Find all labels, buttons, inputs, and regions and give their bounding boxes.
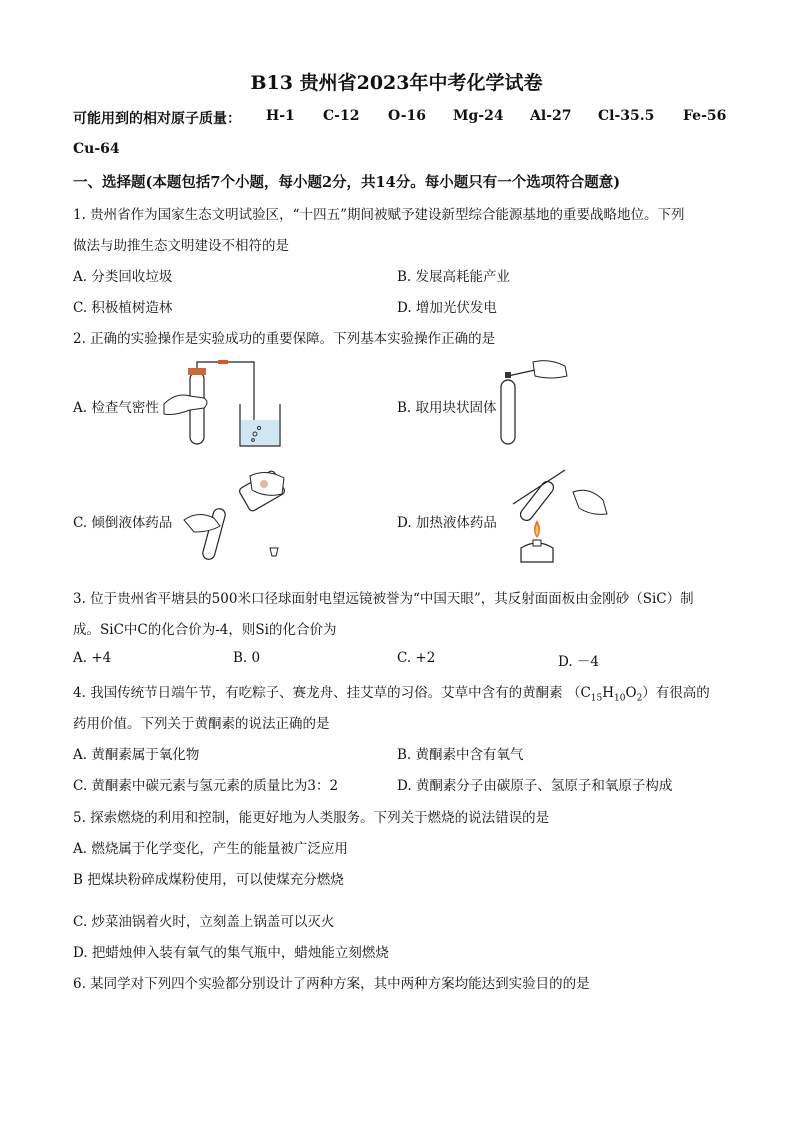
q4-stem-line2: 药用价值。下列关于黄酮素的说法正确的是 [73, 716, 330, 732]
q3-option-d[interactable]: D. －4 [558, 654, 600, 670]
section-heading: 一、选择题(本题包括7个小题，每小题2分，共14分。每小题只有一个选项符合题意) [73, 174, 621, 191]
q4-option-d[interactable]: D. 黄酮素分子由碳原子、氢原子和氧原子构成 [397, 778, 673, 794]
q2-option-d[interactable]: D. 加热液体药品 [397, 515, 497, 531]
q4-stem-line1: 4. 我国传统节日端午节，有吃粽子、赛龙舟、挂艾草的习俗。艾草中含有的黄酮素 $(C_{15}H_{10}O_2)$有很高的 [73, 685, 710, 704]
q3-option-c[interactable]: C. +2 [397, 650, 436, 666]
q5-option-d[interactable]: D. 把蜡烛伸入装有氧气的集气瓶中，蜡烛能立刻燃烧 [73, 945, 389, 961]
solid-sampling-figure [495, 358, 575, 448]
q4-option-a[interactable]: A. 黄酮素属于氧化物 [73, 747, 200, 763]
q3-stem-line2: 成。SiC中C的化合价为-4，则Si的化合价为 [73, 622, 337, 638]
q5-option-b[interactable]: B 把煤块粉碎成煤粉使用，可以使煤充分燃烧 [73, 872, 344, 888]
mass-item: Al-27 [530, 108, 572, 124]
mass-item: Cu-64 [73, 141, 120, 157]
q6-stem: 6. 某同学对下列四个实验都分别设计了两种方案，其中两种方案均能达到实验目的的是 [73, 976, 590, 992]
q5-option-a[interactable]: A. 燃烧属于化学变化，产生的能量被广泛应用 [73, 841, 348, 857]
q2-stem: 2. 正确的实验操作是实验成功的重要保障。下列基本实验操作正确的是 [73, 331, 496, 347]
q1-option-d[interactable]: D. 增加光伏发电 [397, 300, 497, 316]
mass-item: Mg-24 [453, 108, 504, 124]
heat-liquid-figure [497, 464, 615, 568]
pour-liquid-figure [180, 470, 305, 562]
airtight-check-figure [160, 358, 290, 450]
q4-option-c[interactable]: C. 黄酮素中碳元素与氢元素的质量比为3：2 [73, 778, 339, 794]
q3-option-a[interactable]: A. +4 [73, 650, 112, 666]
q3-stem-line1: 3. 位于贵州省平塘县的500米口径球面射电望远镜被誉为“中国天眼”，其反射面面板由金刚砂（SiC）制 [73, 591, 694, 607]
q4-option-b[interactable]: B. 黄酮素中含有氧气 [397, 747, 524, 763]
q1-stem-line2: 做法与助推生态文明建设不相符的是 [73, 238, 289, 254]
mass-item: O-16 [388, 108, 427, 124]
q1-option-c[interactable]: C. 积极植树造林 [73, 300, 173, 316]
q3-option-b[interactable]: B. 0 [233, 650, 261, 666]
page-title: B13 贵州省2023年中考化学试卷 [250, 72, 543, 94]
q1-option-b[interactable]: B. 发展高耗能产业 [397, 269, 511, 285]
masses-label: 可能用到的相对原子质量： [73, 111, 241, 127]
q1-option-a[interactable]: A. 分类回收垃圾 [73, 269, 173, 285]
q2-option-a[interactable]: A. 检查气密性 [73, 400, 159, 416]
q5-option-c[interactable]: C. 炒菜油锅着火时，立刻盖上锅盖可以灭火 [73, 914, 335, 930]
mass-item: C-12 [323, 108, 360, 124]
q2-option-b[interactable]: B. 取用块状固体 [397, 400, 497, 416]
mass-item: Fe-56 [683, 108, 727, 124]
mass-item: H-1 [266, 108, 295, 124]
q2-option-c[interactable]: C. 倾倒液体药品 [73, 515, 173, 531]
q1-stem-line1: 1. 贵州省作为国家生态文明试验区，“十四五”期间被赋予建设新型综合能源基地的重要战略地位。下列 [73, 207, 685, 223]
mass-item: Cl-35.5 [598, 108, 655, 124]
q5-stem: 5. 探索燃烧的利用和控制，能更好地为人类服务。下列关于燃烧的说法错误的是 [73, 810, 550, 826]
